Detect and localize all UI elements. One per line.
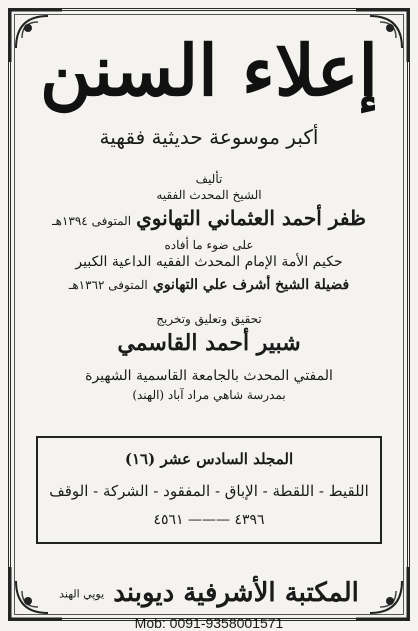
teacher-death: المتوفى ١٣٦٢هـ <box>68 278 148 292</box>
publisher-name: المكتبة الأشرفية ديوبند <box>113 578 359 608</box>
volume-label: المجلد السادس عشر (١٦) <box>124 450 294 468</box>
mobile-number: Mob: 0091-9358001571 <box>134 615 284 631</box>
author-title: الشيخ المحدث الفقيه <box>156 188 262 202</box>
by-label: تأليف <box>195 172 223 186</box>
editing-label: تحقيق وتعليق وتخريج <box>156 312 262 326</box>
author-death: المتوفى ١٣٩٤هـ <box>52 214 132 228</box>
editor-name: شبير أحمد القاسمي <box>117 330 301 356</box>
teacher-name: فضيلة الشيخ أشرف علي التهانوي <box>152 277 350 293</box>
editor-place: بمدرسة شاهي مراد آباد (الهند) <box>132 388 286 402</box>
teacher-line <box>24 274 394 293</box>
editor-role: المفتي المحدث بالجامعة القاسمية الشهيرة <box>85 368 333 384</box>
hadith-range: ٤٣٩٦ ——— ٤٥٦١ <box>153 512 265 528</box>
book-title: إعلاء السنن <box>40 29 378 112</box>
volume-topics: اللقيط - اللقطة - الإباق - المفقود - الشركة - الوقف <box>49 482 369 500</box>
publisher-location: يوپي الهند <box>59 587 105 601</box>
author-line <box>24 206 394 230</box>
book-subtitle: أكبر موسوعة حديثية فقهية <box>99 125 319 149</box>
teacher-title: حكيم الأمة الإمام المحدث الفقيه الداعية الكبير <box>75 254 343 270</box>
volume-box <box>36 436 382 544</box>
guidance-label: على ضوء ما أفاده <box>164 238 254 252</box>
publisher-line <box>24 578 394 608</box>
author-name: ظفر أحمد العثماني التهانوي <box>136 206 366 230</box>
